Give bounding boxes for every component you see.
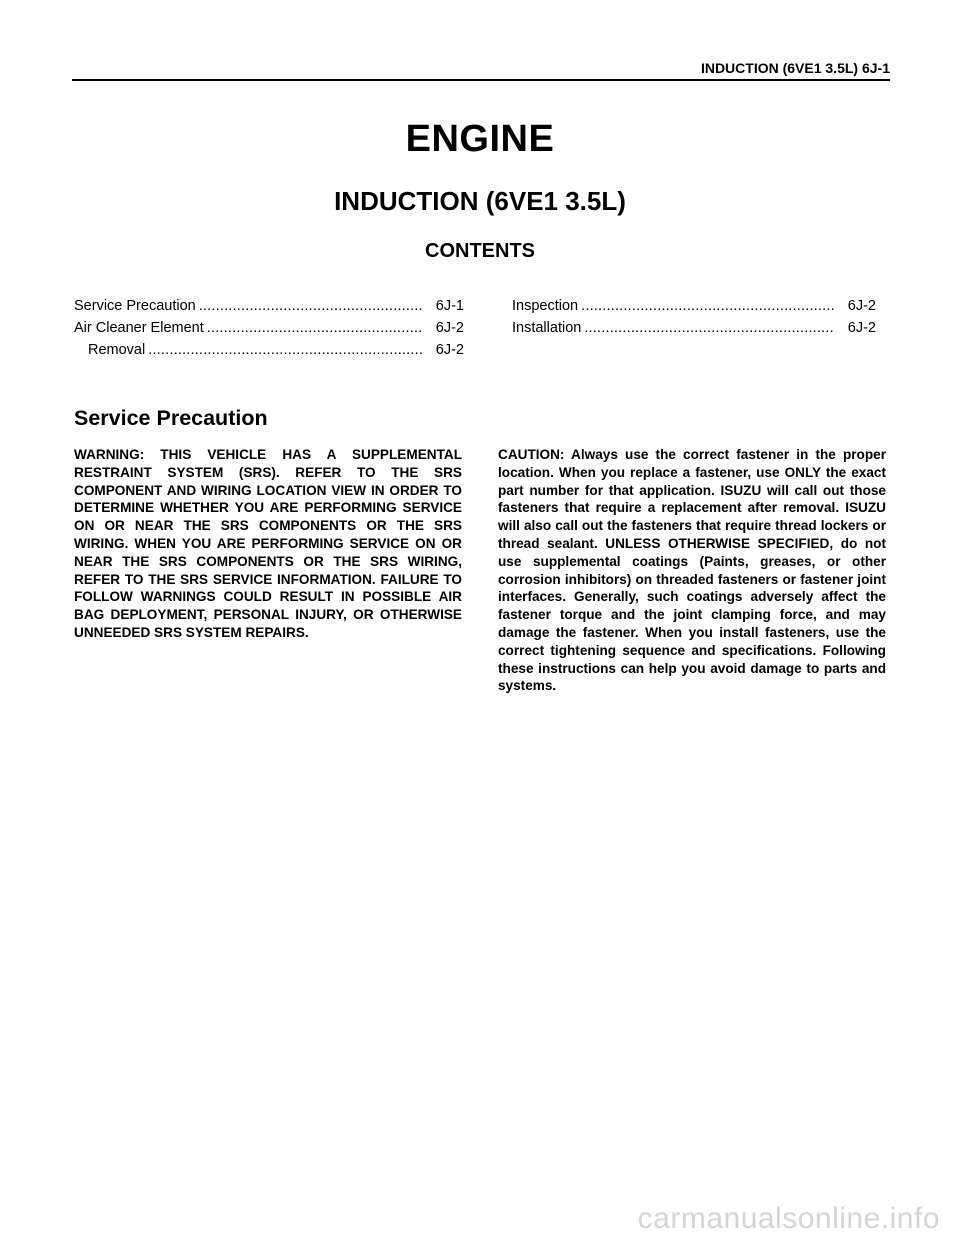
running-header: INDUCTION (6VE1 3.5L) 6J-1 <box>72 60 890 81</box>
watermark: carmanualsonline.info <box>637 1202 940 1235</box>
section-heading: Service Precaution <box>74 406 268 430</box>
toc-entry-inspection[interactable] <box>512 295 876 317</box>
toc-page-number: 6J-2 <box>435 342 464 358</box>
toc-page-number: 6J-1 <box>435 298 464 314</box>
toc-page-number: 6J-2 <box>847 320 876 336</box>
toc-label: Removal <box>88 342 146 358</box>
toc-label: Installation <box>512 320 582 336</box>
warning-paragraph: WARNING: THIS VEHICLE HAS A SUPPLEMENTAL RESTRAINT SYSTEM (SRS). REFER TO THE SRS COMPONENT AND WIRING LOCATION VIEW IN ORDER TO DETERMINE WHETHER YOU ARE PERFORMING SERVICE ON OR NEAR THE SRS COMPONENTS OR THE SRS WIRING. WHEN YOU ARE PERFORMING SERVICE ON OR NEAR THE SRS COMPONENTS OR THE SRS WIRING, REFER TO THE SRS SERVICE INFORMATION. FAILURE TO FOLLOW WARNINGS COULD RESULT IN POSSIBLE AIR BAG DEPLOYMENT, PERSONAL INJURY, OR OTHERWISE UNNEEDED SRS SYSTEM REPAIRS. <box>74 447 462 640</box>
contents-title: CONTENTS <box>425 240 535 262</box>
toc-entry-installation[interactable] <box>512 317 876 339</box>
toc-entry-service-precaution[interactable] <box>74 295 464 317</box>
toc-leader <box>207 317 423 339</box>
toc-label: Air Cleaner Element <box>74 320 204 336</box>
toc-entry-removal[interactable] <box>74 339 464 361</box>
toc-leader <box>584 317 834 339</box>
toc-right-column <box>512 295 876 339</box>
toc-label: Service Precaution <box>74 298 196 314</box>
toc-page-number: 6J-2 <box>847 298 876 314</box>
toc-left-column <box>74 295 464 361</box>
toc-leader <box>199 295 423 317</box>
subsection-title: INDUCTION (6VE1 3.5L) <box>334 186 626 216</box>
caution-paragraph: CAUTION: Always use the correct fastener in the proper location. When you replace a fastener, use ONLY the exact part number for that application. ISUZU will call out those fasteners that require a replacement after removal. ISUZU will also call out the fasteners that require thread lockers or thread sealant. UNLESS OTHERWISE SPECIFIED, do not use supplemental coatings (Paints, greases, or other corrosion inhibitors) on threaded fasteners or fastener joint interfaces. Generally, such coatings adversely affect the fastener torque and the joint clamping force, and may damage the fastener. When you install fasteners, use the correct tightening sequence and specifications. Following these instructions can help you avoid damage to parts and systems. <box>498 447 886 694</box>
toc-label: Inspection <box>512 298 579 314</box>
toc-leader <box>581 295 835 317</box>
section-title: ENGINE <box>405 118 555 160</box>
toc-entry-air-cleaner-element[interactable] <box>74 317 464 339</box>
toc-page-number: 6J-2 <box>435 320 464 336</box>
toc-leader <box>148 339 423 361</box>
